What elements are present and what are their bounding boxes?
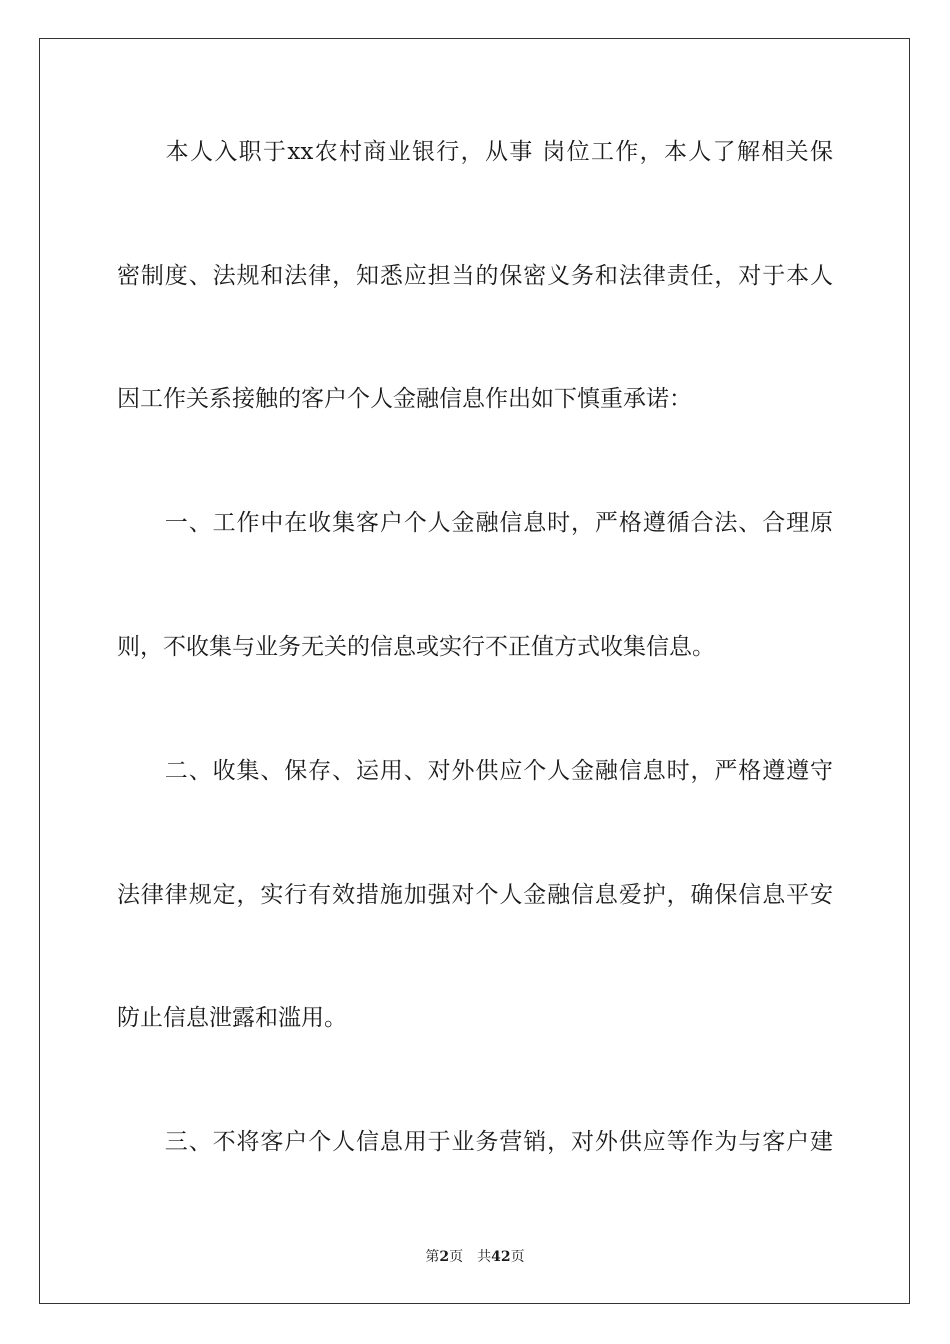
paragraph-line: 法律律规定，实行有效措施加强对个人金融信息爱护，确保信息平安 xyxy=(117,882,833,908)
footer-total-number: 42 xyxy=(491,1249,511,1265)
footer-page-suffix: 页 xyxy=(449,1249,464,1265)
paragraph-line: 则，不收集与业务无关的信息或实行不正值方式收集信息。 xyxy=(117,634,715,660)
paragraph-line: 本人入职于xx农村商业银行，从事 岗位工作，本人了解相关保 xyxy=(117,139,833,165)
paragraph-line: 一、工作中在收集客户个人金融信息时，严格遵循合法、合理原 xyxy=(117,510,833,536)
paragraph-line: 二、收集、保存、运用、对外供应个人金融信息时，严格遵遵守 xyxy=(117,758,833,784)
paragraph-line: 密制度、法规和法律，知悉应担当的保密义务和法律责任，对于本人 xyxy=(117,263,833,289)
page-border xyxy=(39,38,910,1304)
paragraph-line: 三、不将客户个人信息用于业务营销，对外供应等作为与客户建 xyxy=(117,1129,833,1155)
footer-page-number: 2 xyxy=(439,1249,450,1265)
page-footer xyxy=(0,1248,950,1266)
footer-page-prefix: 第 xyxy=(425,1249,440,1265)
footer-total-suffix: 页 xyxy=(510,1249,525,1265)
paragraph-line: 因工作关系接触的客户个人金融信息作出如下慎重承诺： xyxy=(117,386,692,412)
paragraph-line: 防止信息泄露和滥用。 xyxy=(117,1005,347,1031)
footer-total-prefix: 共 xyxy=(477,1249,492,1265)
